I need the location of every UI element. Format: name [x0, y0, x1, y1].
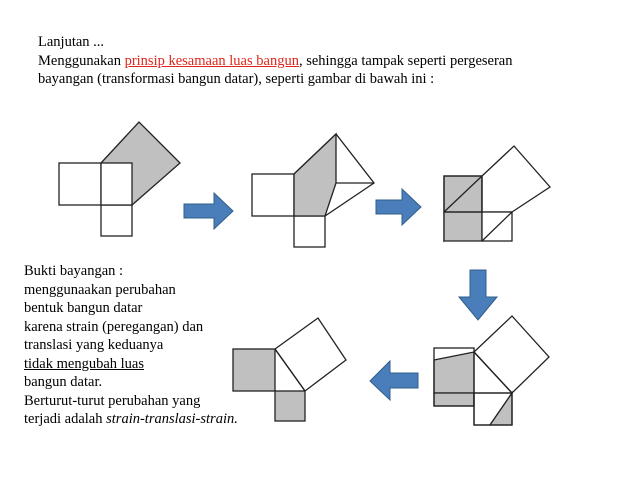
intro-line-2-prefix: Menggunakan: [38, 52, 125, 69]
proof-line-3: bentuk bangun datar: [24, 300, 143, 316]
proof-line-2: menggunaakan perubahan: [24, 281, 176, 298]
figure-5: [233, 318, 346, 421]
highlight-phrase: prinsip kesamaan luas bangun: [124, 52, 299, 69]
arrow-down: [459, 270, 497, 320]
arrow-right-2: [376, 189, 421, 225]
intro-line-1: Lanjutan ...: [38, 34, 105, 50]
proof-line-6: tidak mengubah luas: [24, 355, 145, 372]
proof-line-4: karena strain (peregangan) dan: [24, 318, 204, 335]
proof-line-7: bangun datar.: [24, 374, 103, 390]
proof-line-5: translasi yang keduanya: [24, 337, 164, 353]
proof-line-1: Bukti bayangan :: [24, 263, 124, 279]
figure-4: [434, 316, 549, 425]
intro-line-3: bayangan (transformasi bangun datar), seperti gambar di bawah ini :: [38, 71, 435, 87]
arrow-left: [370, 361, 418, 400]
figure-3: [444, 146, 550, 241]
intro-line-2-suffix: , sehingga tampak seperti pergeseran: [298, 52, 513, 69]
proof-line-9-italic: strain-translasi-strain.: [106, 411, 238, 427]
arrow-right-1: [184, 193, 233, 229]
proof-line-8: Berturut-turut perubahan yang: [24, 392, 201, 409]
figure-2: [252, 134, 374, 247]
figure-1: [59, 122, 180, 236]
proof-line-9-prefix: terjadi adalah: [24, 411, 107, 427]
